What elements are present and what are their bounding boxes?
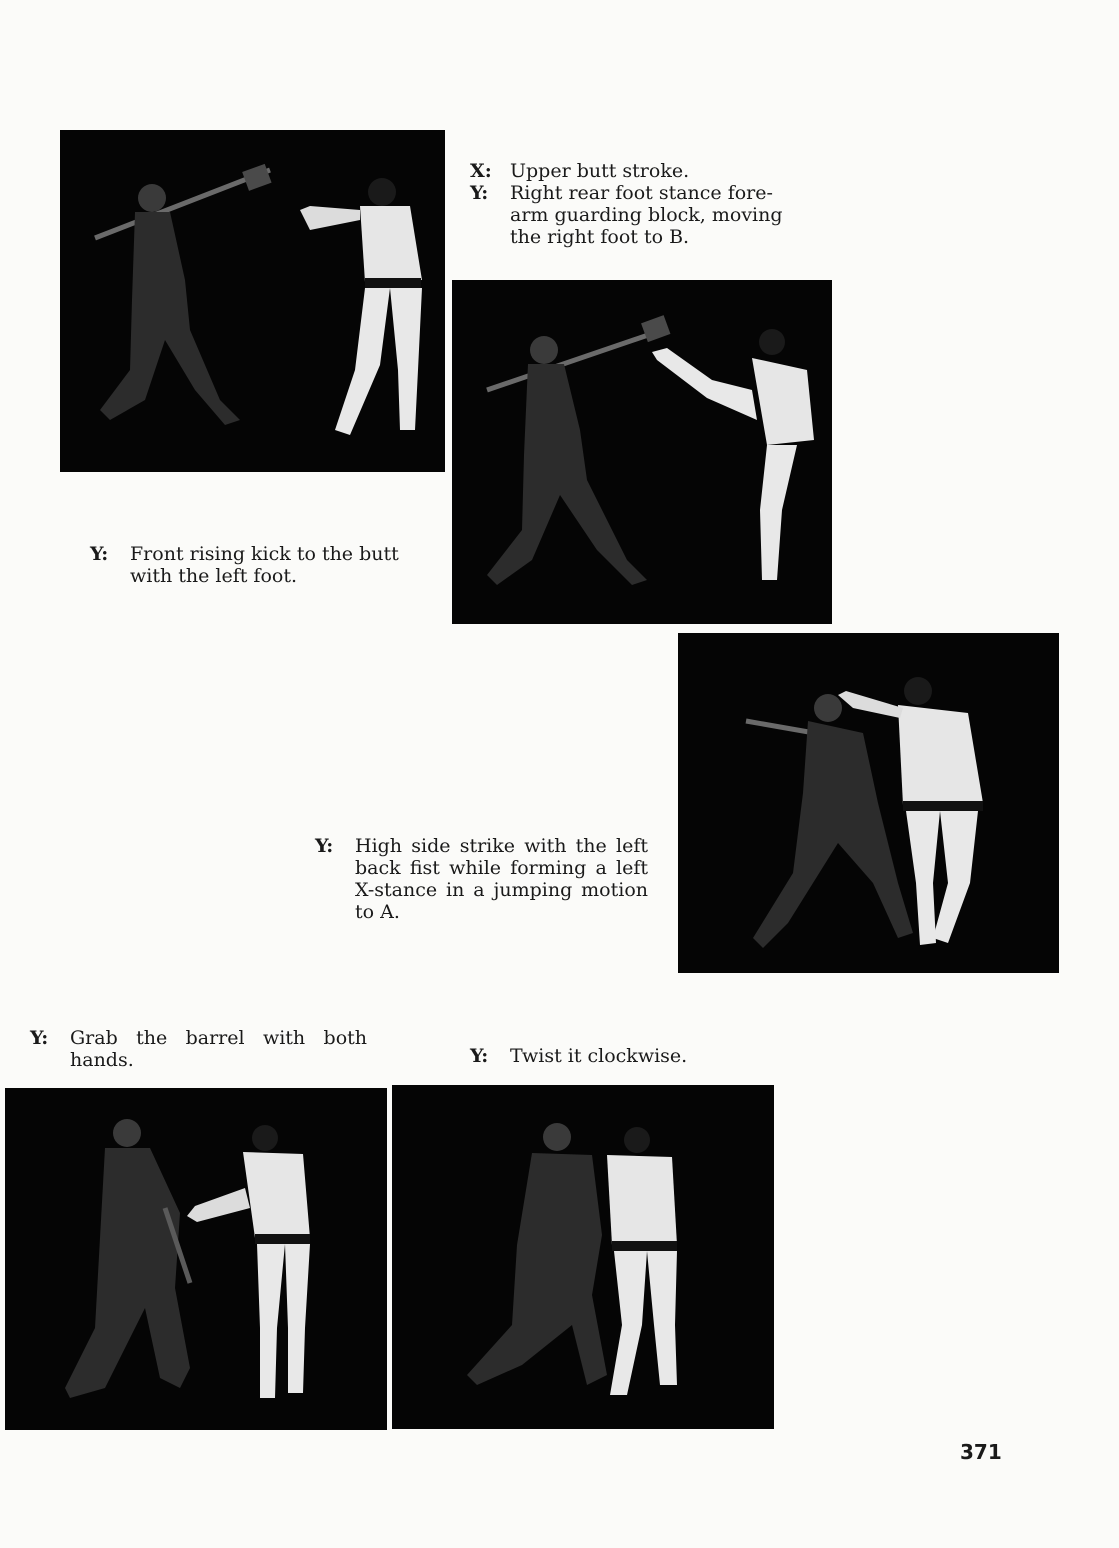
speaker-label: Y: bbox=[90, 543, 109, 565]
caption-text: Upper butt stroke. bbox=[510, 160, 690, 182]
caption-text: Right rear foot stance fore-arm guarding block, moving the right foot to B. bbox=[510, 182, 783, 248]
photo-front-rising-kick bbox=[452, 280, 832, 624]
caption-text: Grab the barrel with both hands. bbox=[70, 1027, 367, 1071]
photo-twist-clockwise bbox=[392, 1085, 774, 1429]
speaker-label: X: bbox=[470, 160, 492, 182]
caption-twist-clockwise bbox=[470, 1045, 770, 1067]
caption-front-rising-kick bbox=[90, 543, 430, 587]
caption-line bbox=[30, 1027, 367, 1071]
caption-line bbox=[315, 835, 648, 923]
caption-line bbox=[470, 1045, 770, 1067]
caption-upper-butt-stroke bbox=[470, 160, 810, 248]
speaker-label: Y: bbox=[315, 835, 334, 857]
speaker-label: Y: bbox=[30, 1027, 49, 1049]
caption-line bbox=[90, 543, 430, 587]
caption-text: Twist it clockwise. bbox=[510, 1045, 688, 1067]
figure-illustration bbox=[5, 1088, 387, 1430]
caption-text: High side strike with the left back fist while forming a left X-stance in a jumping motion to A. bbox=[355, 835, 648, 923]
figure-illustration bbox=[678, 633, 1059, 973]
caption-line bbox=[470, 160, 810, 182]
figure-illustration bbox=[60, 130, 445, 472]
page-number: 371 bbox=[960, 1440, 1002, 1464]
caption-line bbox=[470, 182, 810, 248]
photo-high-side-strike bbox=[678, 633, 1059, 973]
caption-high-side-strike bbox=[315, 835, 648, 923]
figure-illustration bbox=[392, 1085, 774, 1429]
caption-grab-barrel bbox=[30, 1027, 367, 1071]
photo-grab-barrel bbox=[5, 1088, 387, 1430]
figure-illustration bbox=[452, 280, 832, 624]
speaker-label: Y: bbox=[470, 182, 489, 204]
caption-text: Front rising kick to the butt with the left foot. bbox=[130, 543, 399, 587]
speaker-label: Y: bbox=[470, 1045, 489, 1067]
photo-upper-butt-stroke bbox=[60, 130, 445, 472]
